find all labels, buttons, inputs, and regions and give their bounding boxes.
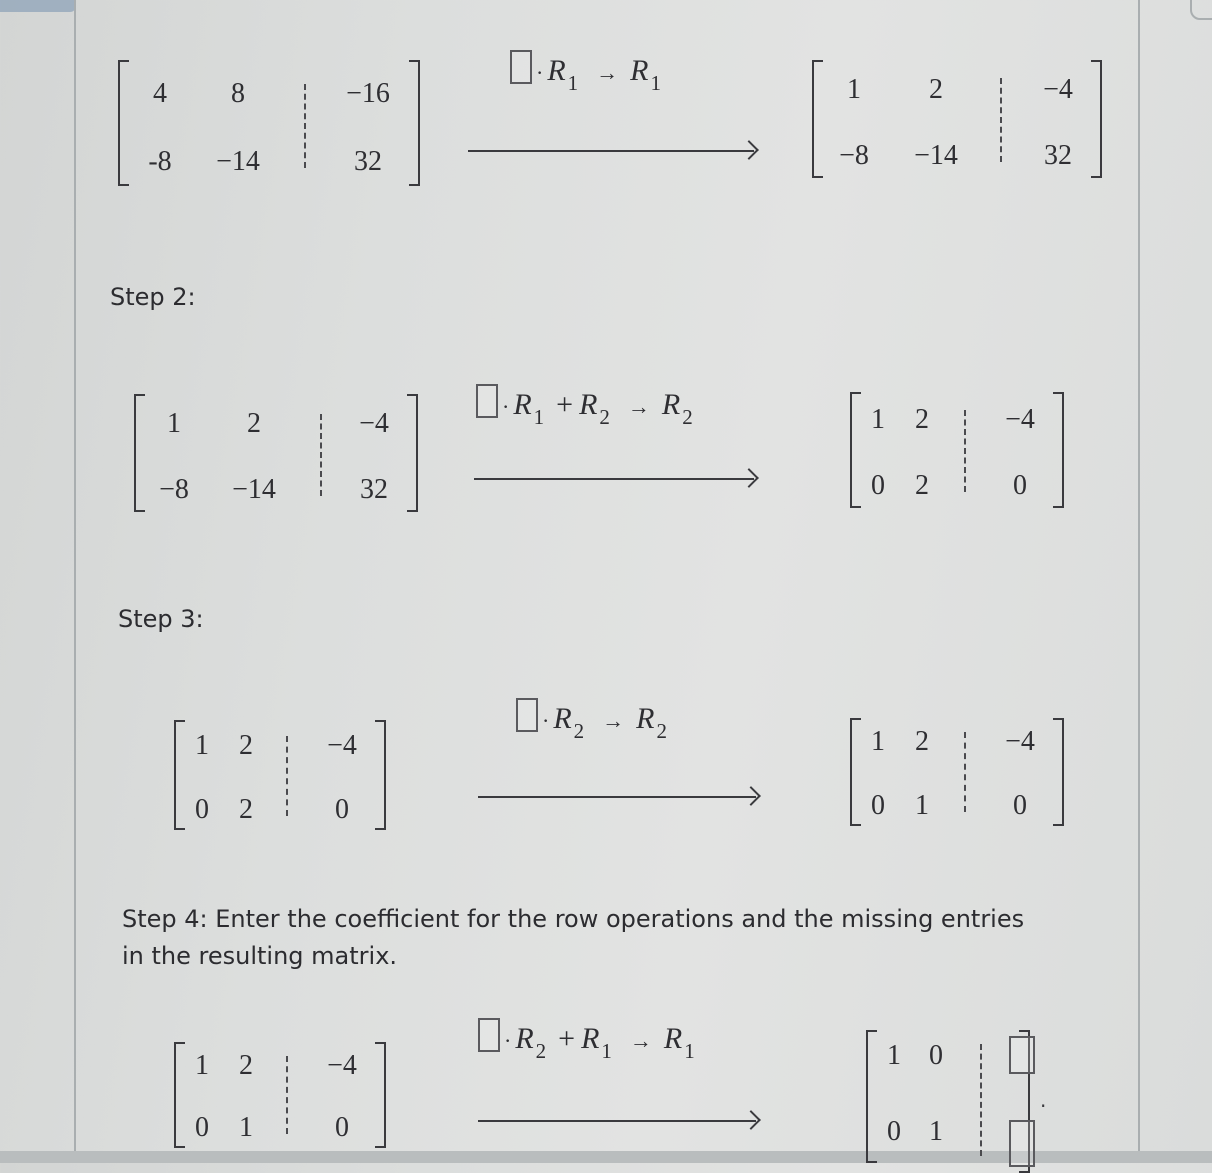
augment-line — [1000, 78, 1002, 162]
matrix-cell: −4 — [359, 408, 389, 439]
step1-left-matrix — [118, 60, 420, 186]
matrix-cell: 0 — [929, 1040, 943, 1071]
matrix-cell: 1 — [239, 1112, 253, 1143]
matrix-cell: 2 — [915, 726, 929, 757]
step3-arrow — [478, 796, 756, 798]
matrix-cell: −4 — [1005, 726, 1035, 757]
matrix-cell: 0 — [1013, 790, 1027, 821]
matrix-cell: 2 — [247, 408, 261, 439]
step4-entry-row2-input[interactable] — [1009, 1120, 1035, 1167]
matrix-cell: 0 — [335, 1112, 349, 1143]
matrix-cell: 1 — [871, 726, 885, 757]
matrix-cell: 0 — [871, 790, 885, 821]
panel-right-edge — [1138, 0, 1140, 1163]
matrix-cell: −14 — [914, 140, 958, 171]
step2-coefficient-input[interactable] — [476, 384, 498, 418]
matrix-cell: 1 — [847, 74, 861, 105]
step2-left-matrix — [134, 394, 418, 512]
augment-line — [286, 1056, 288, 1134]
matrix-cell: 1 — [929, 1116, 943, 1147]
matrix-cell: −8 — [839, 140, 869, 171]
matrix-cell: −14 — [232, 474, 276, 505]
step1-arrow — [468, 150, 754, 152]
matrix-cell: 0 — [1013, 470, 1027, 501]
matrix-cell: 2 — [239, 730, 253, 761]
corner-mark — [1190, 0, 1212, 20]
matrix-cell: 0 — [871, 470, 885, 501]
matrix-cell: −4 — [1043, 74, 1073, 105]
step4-coefficient-input[interactable] — [478, 1018, 500, 1052]
matrix-cell: 1 — [915, 790, 929, 821]
step2-label: Step 2: — [110, 283, 196, 311]
matrix-cell: 2 — [915, 404, 929, 435]
step2-arrow — [474, 478, 754, 480]
step2-row-operation: · $R_1 + R_2 \to R_2$ — [476, 384, 699, 430]
step3-row-operation: · $R_2 \to R_2$ — [516, 698, 673, 744]
matrix-cell: 32 — [360, 474, 388, 505]
matrix-cell: 1 — [871, 404, 885, 435]
step1-right-matrix — [812, 60, 1102, 178]
matrix-cell: 0 — [887, 1116, 901, 1147]
matrix-cell: 4 — [153, 78, 167, 109]
matrix-cell: −16 — [346, 78, 390, 109]
matrix-cell: 1 — [195, 730, 209, 761]
augment-line — [964, 732, 966, 812]
matrix-cell: 32 — [1044, 140, 1072, 171]
step3-right-matrix — [850, 718, 1064, 826]
step3-label: Step 3: — [118, 605, 204, 633]
matrix-cell: 8 — [231, 78, 245, 109]
matrix-cell: −14 — [216, 146, 260, 177]
step4-right-matrix — [866, 1030, 1030, 1163]
trailing-period: . — [1040, 1088, 1047, 1112]
step2-right-matrix — [850, 392, 1064, 508]
matrix-cell: −4 — [327, 730, 357, 761]
step1-coefficient-input[interactable] — [510, 50, 532, 84]
matrix-cell: 2 — [239, 1050, 253, 1081]
matrix-cell: 2 — [915, 470, 929, 501]
matrix-cell: 1 — [195, 1050, 209, 1081]
augment-line — [286, 736, 288, 816]
step4-row-operation: · $R_2 + R_1 \to R_1$ — [478, 1018, 701, 1064]
step4-label-line2: in the resulting matrix. — [122, 942, 398, 970]
augment-line — [980, 1044, 982, 1156]
step4-left-matrix — [174, 1042, 386, 1148]
matrix-cell: -8 — [148, 146, 172, 177]
matrix-cell: 2 — [239, 794, 253, 825]
matrix-cell: −8 — [159, 474, 189, 505]
augment-line — [964, 410, 966, 492]
matrix-cell: 0 — [195, 1112, 209, 1143]
matrix-cell: −4 — [1005, 404, 1035, 435]
top-tab — [0, 0, 76, 12]
step4-arrow — [478, 1120, 756, 1122]
right-bracket — [409, 60, 420, 186]
matrix-cell: 0 — [335, 794, 349, 825]
panel-left-edge — [74, 0, 76, 1163]
step3-coefficient-input[interactable] — [516, 698, 538, 732]
step4-entry-row1-input[interactable] — [1009, 1036, 1035, 1074]
matrix-cell: 32 — [354, 146, 382, 177]
matrix-cell: 1 — [887, 1040, 901, 1071]
step4-label: Step 4: Enter the coefficient for the row operations and the missing entries — [122, 905, 1025, 933]
augment-line — [304, 84, 306, 168]
matrix-cell: 1 — [167, 408, 181, 439]
matrix-cell: 0 — [195, 794, 209, 825]
step3-left-matrix — [174, 720, 386, 830]
matrix-cell: 2 — [929, 74, 943, 105]
augment-line — [320, 414, 322, 496]
step1-row-operation: · $R_1 \to R_1$ — [510, 50, 667, 96]
matrix-cell: −4 — [327, 1050, 357, 1081]
